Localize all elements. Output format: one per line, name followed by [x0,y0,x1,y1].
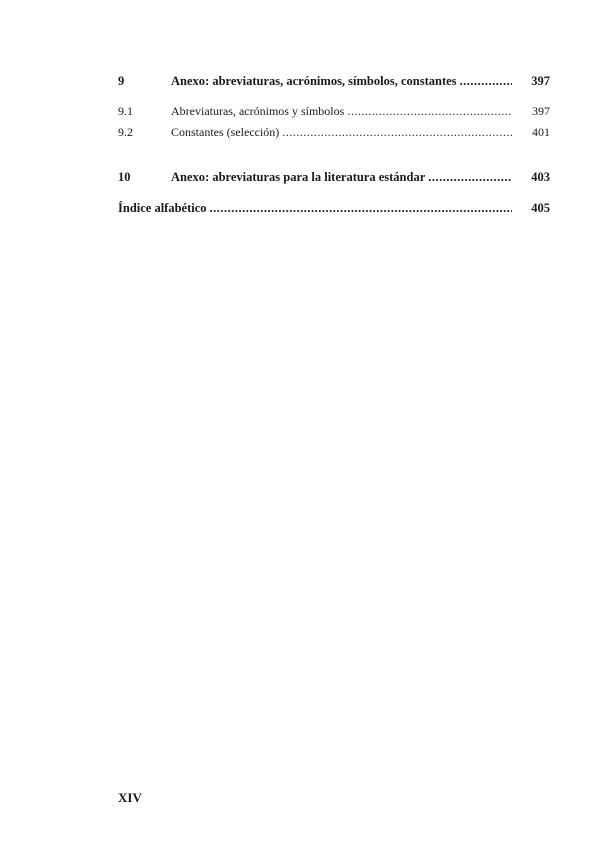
toc-entry-number: 9.2 [118,125,133,139]
toc-entry-title: Constantes (selección) [171,125,280,139]
toc-entry-page: 401 [532,125,550,139]
toc-entry-index[interactable] [118,201,550,216]
toc-entry-title: Anexo: abreviaturas para la literatura estándar [171,170,426,184]
dot-leader [428,170,512,185]
toc-entry-number: 10 [118,170,131,184]
page-folio: XIV [118,790,142,805]
dot-leader [282,125,512,140]
toc-entry-chapter-9[interactable] [118,74,550,89]
toc-entry-section-9-2[interactable] [118,125,550,140]
toc-entry-title: Índice alfabético [118,201,207,215]
toc-entry-chapter-10[interactable] [118,170,550,185]
toc-entry-title: Anexo: abreviaturas, acrónimos, símbolos, constantes [171,74,457,88]
dot-leader [347,104,512,119]
toc-entry-page: 397 [531,74,550,88]
toc-entry-title: Abreviaturas, acrónimos y símbolos [171,104,345,118]
toc-entry-page: 403 [531,170,550,184]
toc-entry-number: 9.1 [118,104,133,118]
toc-entry-section-9-1[interactable] [118,104,550,119]
dot-leader [460,74,512,89]
toc-entry-number: 9 [118,74,125,88]
dot-leader [210,201,512,216]
toc-entry-page: 405 [531,201,550,215]
toc-entry-page: 397 [532,104,550,118]
